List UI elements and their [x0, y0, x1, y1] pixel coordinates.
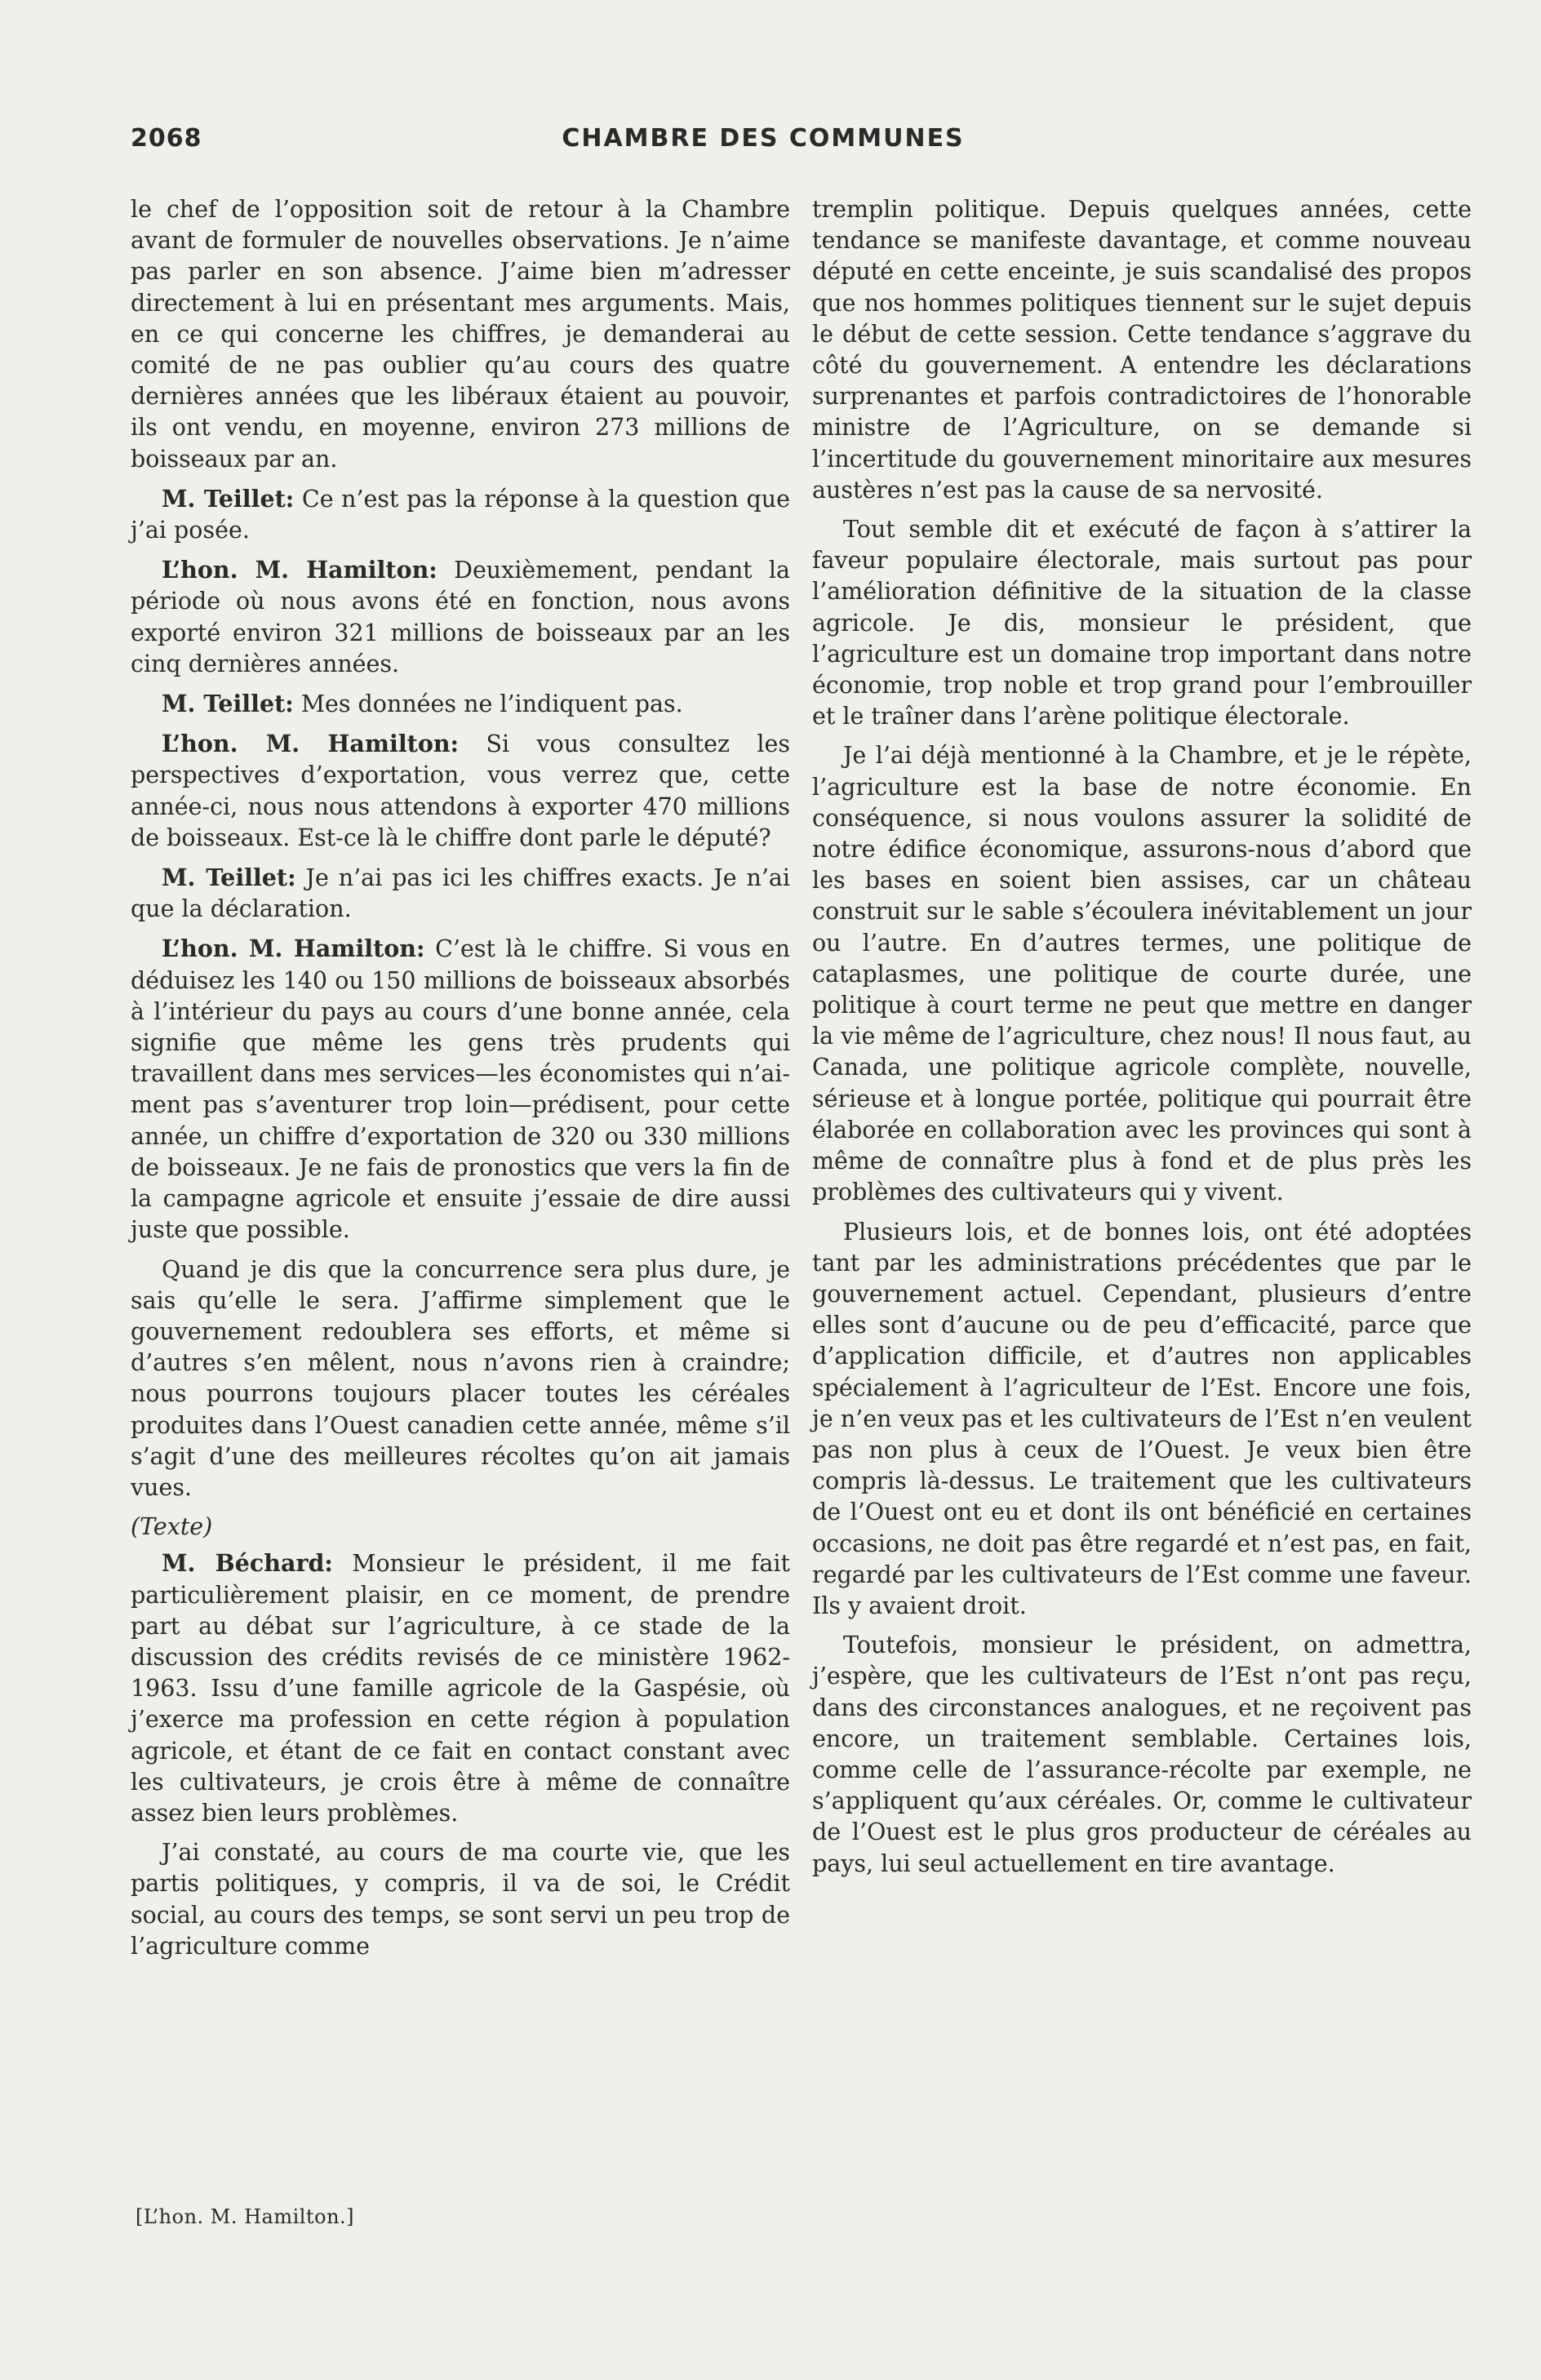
- paragraph: le chef de l’opposition soit de retour à la Chambre avant de formuler de nouvelles observations. Je n’aime pas parler en son absence. J’aime bien m’adresser directement à lui en présentant mes arguments. Mais, en ce qui concerne les chiffres, je demanderai au comité de ne pas oublier qu’au cours des quatre dernières années que les libéraux étaient au pouvoir, ils ont vendu, en moyenne, environ 273 millions de boisseaux par an.: [131, 196, 790, 473]
- paragraph: Plusieurs lois, et de bonnes lois, ont été adoptées tant par les administrations précédentes que par le gouvernement actuel. Cependant, plusieurs d’entre elles sont d’aucune ou de peu d’efficacité, parce que d’application difficile, et d’autres non applicables spécialement à l’agriculteur de l’Est. Encore une fois, je n’en veux pas et les cultivateurs de l’Est n’en veulent pas non plus à ceux de l’Ouest. Je veux bien être compris là-dessus. Le traitement que les cultivateurs de l’Ouest ont eu et dont ils ont bénéficié en certaines occasions, ne doit pas être regardé et n’est pas, en fait, regardé par les cultivateurs de l’Est comme une faveur. Ils y avaient droit.: [812, 1218, 1472, 1619]
- speaker-name: L’hon. M. Hamilton:: [162, 935, 425, 963]
- speech-text: C’est là le chiffre. Si vous en déduisez les 140 ou 150 millions de boisseaux absorbés à l’intérieur du pays au cours d’une bonne année, cela signifie que même les gens très prudents qui travaillent dans mes services—les économistes qui n’aiment pas s’aventurer trop loin—prédisent, pour cette année, un chiffre d’exportation de 320 ou 330 millions de boisseaux. Je ne fais de pronostics que vers la fin de la campagne agricole et ensuite j’essaie de dire aussi juste que possible.: [131, 935, 790, 1244]
- speech-text: Ce n’est pas la réponse à la question que j’ai posée.: [131, 485, 791, 544]
- paragraph: J’ai constaté, au cours de ma courte vie, que les partis politiques, y compris, il va de soi, le Crédit social, au cours des temps, se sont servi un peu trop de l’agriculture comme: [131, 1839, 790, 1960]
- section-label: (Texte): [131, 1513, 213, 1541]
- speech-paragraph: [131, 933, 790, 1246]
- speaker-name: M. Béchard:: [162, 1549, 333, 1578]
- speaker-name: M. Teillet:: [162, 690, 294, 718]
- paragraph: tremplin politique. Depuis quelques années, cette tendance se manifeste davantage, et comme nouveau député en cette enceinte, je suis scandalisé des propos que nos hommes politiques tiennent sur le sujet depuis le début de cette session. Cette tendance s’aggrave du côté du gouvernement. A entendre les déclarations surprenantes et parfois contradictoires de l’honorable ministre de l’Agriculture, on se demande si l’incertitude du gouvernement minoritaire aux mesures austères n’est pas la cause de sa nervosité.: [812, 196, 1472, 504]
- paragraph: Toutefois, monsieur le président, on admettra, j’espère, que les cultivateurs de l’Est n’ont pas reçu, dans des circonstances analogues, et ne reçoivent pas encore, un traitement semblable. Certaines lois, comme celle de l’assurance-récolte par exemple, ne s’appliquent qu’aux céréales. Or, comme le cultivateur de l’Ouest est le plus gros producteur de céréales au pays, lui seul actuellement en tire avantage.: [812, 1632, 1472, 1877]
- paragraph: Je l’ai déjà mentionné à la Chambre, et je le répète, l’agriculture est la base de notre économie. En conséquence, si nous voulons assurer la solidité de notre édifice économique, assurons-nous d’abord que les bases en soient bien assises, car un château construit sur le sable s’écoulera inévitablement un jour ou l’autre. En d’autres termes, une politique de cataplasmes, une politique de courte durée, une politique à court terme ne peut que mettre en danger la vie même de l’agriculture, chez nous! Il nous faut, au Canada, une politique agricole complète, nouvelle, sérieuse et à longue portée, politique qui pourrait être élaborée en collaboration avec les provinces qui sont à même de connaître plus à fond et de plus près les problèmes des cultivateurs qui y vivent.: [812, 742, 1472, 1206]
- running-head: CHAMBRE DES COMMUNES: [562, 124, 965, 153]
- speech-paragraph: [131, 862, 790, 925]
- speech-paragraph: [131, 554, 790, 680]
- speech-text: Je n’ai pas ici les chiffres exacts. Je n’ai que la déclaration.: [131, 864, 790, 923]
- speech-text: Monsieur le président, il me fait particulièrement plaisir, en ce moment, de prendre part au débat sur l’agriculture, à ce stade de la discussion des crédits revisés de ce ministère 1962-1963. Issu d’une famille agricole de la Gaspésie, où j’exerce ma profession en cette région à population agricole, et étant de ce fait en contact constant avec les cultivateurs, je crois être à même de connaître assez bien leurs problèmes.: [131, 1550, 790, 1827]
- speaker-name: M. Teillet:: [162, 484, 295, 513]
- paragraph: Quand je dis que la concurrence sera plus dure, je sais qu’elle le sera. J’affirme simplement que le gouvernement redoublera ses efforts, et même si d’autres s’en mêlent, nous n’avons rien à craindre; nous pourrons toujours placer toutes les céréales produites dans l’Ouest canadien cette année, même s’il s’agit d’une des meilleures récoltes qu’on ait jamais vues.: [131, 1255, 790, 1501]
- speech-text: Mes données ne l’indiquent pas.: [300, 690, 683, 718]
- speech-paragraph: [131, 1547, 790, 1829]
- left-column: [131, 194, 790, 1970]
- speech-paragraph: [131, 688, 790, 720]
- speech-paragraph: [131, 728, 790, 854]
- speech-paragraph: [131, 483, 790, 546]
- speech-text: Si vous consultez les perspectives d’exportation, vous verrez que, cette année-ci, nous nous attendons à exporter 470 millions de boisseaux. Est-ce là le chiffre dont parle le député?: [131, 730, 790, 851]
- speaker-name: M. Teillet:: [162, 864, 296, 892]
- page-number: 2068: [131, 124, 202, 153]
- right-column: [812, 194, 1472, 1888]
- speaker-name: L’hon. M. Hamilton:: [162, 556, 437, 584]
- speech-text: Deuxièmement, pendant la période où nous avons été en fonction, nous avons exporté environ 321 millions de boisseaux par an les cinq dernières années.: [131, 557, 790, 677]
- footer-attribution: [L’hon. M. Hamilton.]: [135, 2205, 355, 2228]
- page-header: [131, 124, 1396, 165]
- speaker-name: L’hon. M. Hamilton:: [162, 730, 460, 758]
- paragraph: Tout semble dit et exécuté de façon à s’attirer la faveur populaire électorale, mais surtout pas pour l’amélioration définitive de la situation de la classe agricole. Je dis, monsieur le président, que l’agriculture est un domaine trop important dans notre économie, trop noble et trop grand pour l’embrouiller et le traîner dans l’arène politique électorale.: [812, 516, 1472, 730]
